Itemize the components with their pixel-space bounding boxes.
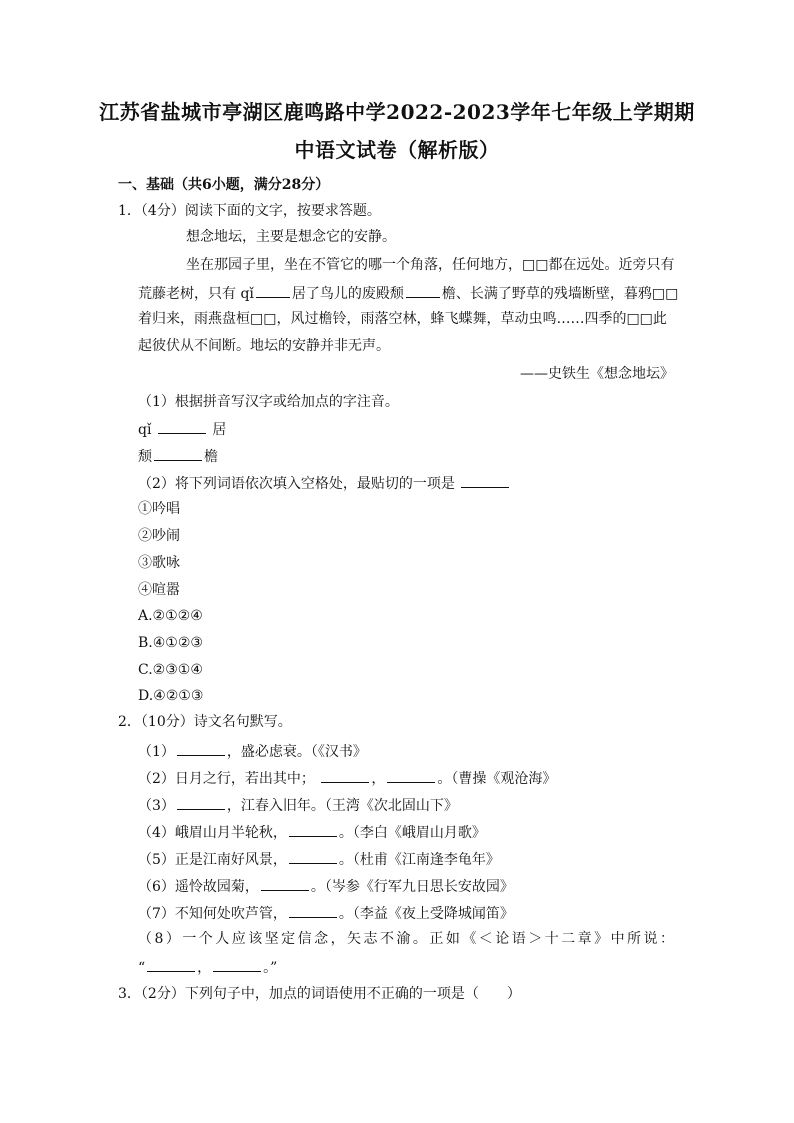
recite-item-2-pre: （2）日月之行，若出其中； xyxy=(138,771,315,787)
sub-question-1-a-pinyin: qǐ xyxy=(138,422,152,438)
recite-item-2-post: 。（曹操《观沧海》 xyxy=(437,771,557,787)
recite-item-7 xyxy=(138,902,514,924)
recite-item-1-pre: （1） xyxy=(138,744,175,760)
recite-item-4 xyxy=(138,821,486,843)
recite-item-6 xyxy=(138,875,514,897)
pinyin-blank-1[interactable] xyxy=(256,282,290,298)
pinyin-blank-2[interactable] xyxy=(406,282,440,298)
recite-item-8-line-1: （8）一个人应该坚定信念，矢志不渝。正如《＜论语＞十二章》中所说： xyxy=(138,931,674,947)
passage-line-2 xyxy=(138,282,678,304)
sub-question-2-text: （2）将下列词语依次填入空格处，最贴切的一项是 xyxy=(138,476,455,492)
word-2: ②吵闹 xyxy=(138,528,180,544)
word-4: ④喧嚣 xyxy=(138,582,180,598)
recite-blank-3[interactable] xyxy=(177,794,225,810)
recite-item-4-pre: （4）峨眉山月半轮秋， xyxy=(138,825,287,841)
recite-item-2 xyxy=(138,767,556,789)
sub-question-1-b-char: 颓 xyxy=(138,449,152,465)
passage-line-2-c: 檐、长满了野草的残墙断壁，暮鸦□□ xyxy=(441,286,679,302)
question-1-stem: 1．（4分）阅读下面的文字，按要求答题。 xyxy=(118,203,381,219)
recite-item-7-post: 。（李益《夜上受降城闻笛》 xyxy=(338,906,514,922)
word-3: ③歌咏 xyxy=(138,555,180,571)
recite-blank-8b[interactable] xyxy=(213,956,261,972)
recite-item-2-mid: ， xyxy=(371,771,386,787)
recite-blank-2a[interactable] xyxy=(321,767,369,783)
passage-line-2-a: 荒藤老树，只有 qǐ xyxy=(138,286,254,302)
answer-blank-1a[interactable] xyxy=(158,418,206,434)
recite-item-4-post: 。（李白《峨眉山月歌》 xyxy=(338,825,486,841)
answer-blank-1b[interactable] xyxy=(154,445,202,461)
passage-line-3: 着归来，雨燕盘桓□□，风过檐铃，雨落空林，蜂飞蝶舞，草动虫鸣……四季的□□此 xyxy=(138,311,667,327)
option-c[interactable]: C.②③①④ xyxy=(138,662,203,678)
document-title-line-1: 江苏省盐城市亭湖区鹿鸣路中学2022-2023学年七年级上学期期 xyxy=(99,100,695,124)
question-3-stem: 3．（2分）下列句子中，加点的词语使用不正确的一项是（ ） xyxy=(118,986,521,1002)
recite-item-8-comma: ， xyxy=(197,960,212,976)
passage-line-1: 坐在那园子里，坐在不管它的哪一个角落，任何地方，□□都在远处。近旁只有 xyxy=(186,257,675,273)
passage-title: 想念地坛，主要是想念它的安静。 xyxy=(186,229,396,245)
recite-blank-7[interactable] xyxy=(289,902,337,918)
recite-item-3-post: ，江春入旧年。（王湾《次北固山下》 xyxy=(226,798,458,814)
recite-blank-1[interactable] xyxy=(177,740,225,756)
passage-line-2-b: 居了鸟儿的废殿颓 xyxy=(291,286,404,302)
sub-question-2 xyxy=(138,472,511,494)
answer-blank-2[interactable] xyxy=(461,472,509,488)
recite-item-5-pre: （5）正是江南好风景， xyxy=(138,852,287,868)
sub-question-1-a-char: 居 xyxy=(212,422,227,438)
recite-blank-8a[interactable] xyxy=(147,956,195,972)
recite-item-1 xyxy=(138,740,367,762)
passage-source: ——史铁生《想念地坛》 xyxy=(520,366,674,382)
sub-question-1-a xyxy=(138,418,226,440)
recite-item-6-pre: （6）遥怜故园菊， xyxy=(138,879,259,895)
recite-item-7-pre: （7）不知何处吹芦管， xyxy=(138,906,287,922)
document-title-line-2: 中语文试卷（解析版） xyxy=(294,138,500,162)
recite-item-5-post: 。（杜甫《江南逢李龟年》 xyxy=(338,852,500,868)
option-b[interactable]: B.④①②③ xyxy=(138,635,203,651)
recite-item-8-open-quote: “ xyxy=(138,960,146,976)
recite-item-3-pre: （3） xyxy=(138,798,175,814)
sub-question-1-b xyxy=(138,445,218,467)
option-a[interactable]: A.②①②④ xyxy=(138,608,203,624)
recite-item-5 xyxy=(138,848,500,870)
recite-item-1-post: ，盛必虑衰。（《汉书》 xyxy=(226,744,367,760)
recite-blank-6[interactable] xyxy=(261,875,309,891)
section-heading: 一、基础（共6小题，满分28分） xyxy=(118,177,330,193)
sub-question-1-b-post: 檐 xyxy=(204,449,218,465)
sub-question-1: （1）根据拼音写汉字或给加点的字注音。 xyxy=(138,394,399,410)
recite-item-6-post: 。（岑参《行军九日思长安故园》 xyxy=(310,879,514,895)
recite-item-3 xyxy=(138,794,458,816)
recite-blank-5[interactable] xyxy=(289,848,337,864)
recite-item-8-line-2 xyxy=(138,956,277,978)
recite-blank-4[interactable] xyxy=(289,821,337,837)
word-1: ①吟唱 xyxy=(138,501,180,517)
question-2-stem: 2．（10分）诗文名句默写。 xyxy=(118,714,292,730)
recite-blank-2b[interactable] xyxy=(387,767,435,783)
recite-item-8-close-quote: 。” xyxy=(263,960,278,976)
option-d[interactable]: D.④②①③ xyxy=(138,688,204,704)
passage-line-4: 起彼伏从不间断。地坛的安静并非无声。 xyxy=(138,338,390,354)
